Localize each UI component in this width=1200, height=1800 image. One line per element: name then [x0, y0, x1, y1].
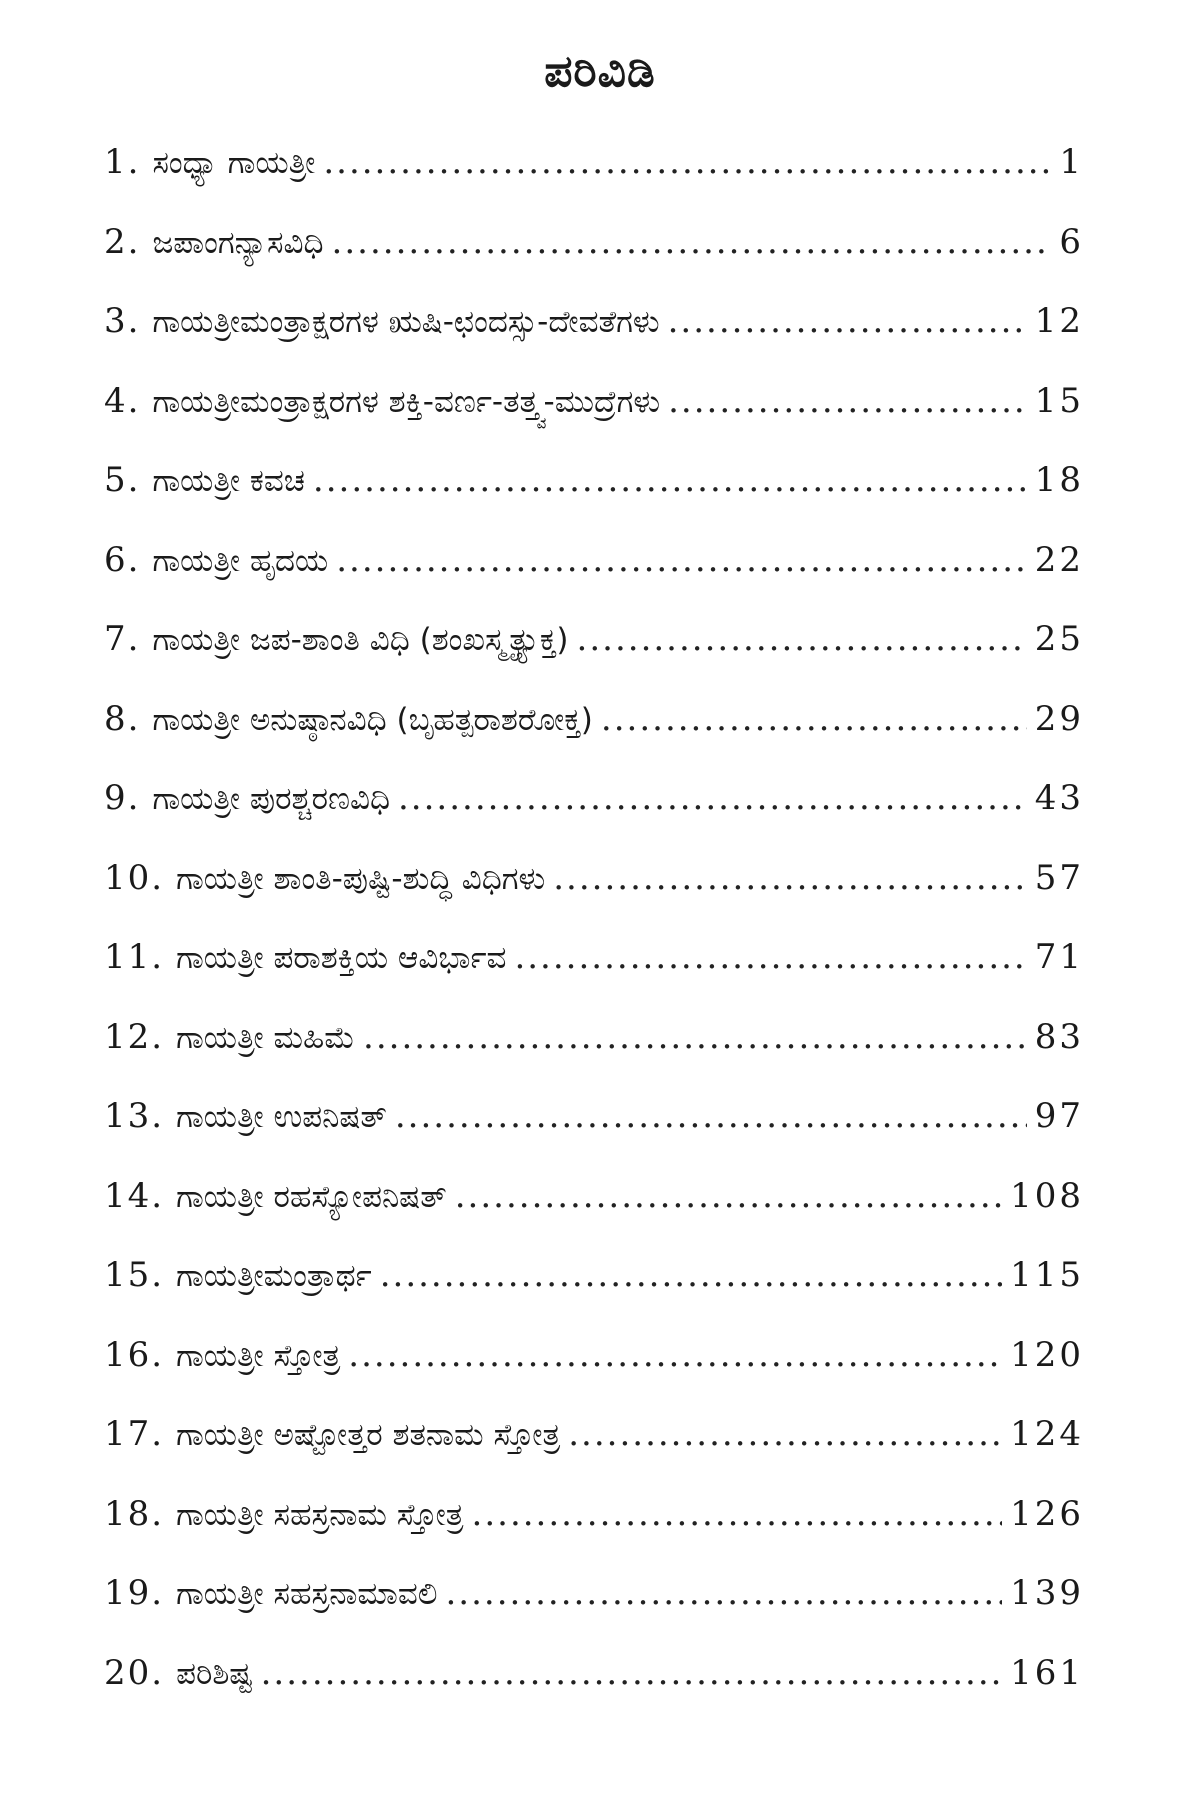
entry-number: 4. [104, 380, 141, 421]
dot-leader [472, 1497, 1003, 1531]
dot-leader [261, 1656, 1002, 1690]
dot-leader [332, 225, 1052, 259]
toc-entry [104, 539, 1084, 623]
entry-page-number: 12 [1034, 301, 1084, 341]
toc-entry [104, 1414, 1084, 1497]
entry-page-number: 18 [1034, 460, 1084, 500]
dot-leader [601, 702, 1027, 736]
entry-page-number: 22 [1034, 539, 1084, 580]
toc-entry [104, 619, 1084, 702]
toc-entry [104, 857, 1084, 941]
entry-page-number: 139 [1010, 1573, 1084, 1613]
dot-leader [398, 781, 1027, 815]
entry-title: ಗಾಯತ್ರೀ ಸಹಸ್ರನಾಮ ಸ್ತೋತ್ರ [176, 1496, 464, 1533]
toc-entry [104, 1175, 1084, 1259]
entry-title: ಗಾಯತ್ರೀ ರಹಸ್ಯೋಪನಿಷತ್ [176, 1178, 447, 1215]
toc-entry [104, 1255, 1084, 1338]
toc-entry [104, 1652, 1084, 1736]
toc-entry [104, 1334, 1084, 1418]
page-title: ಪರಿವಿಡಿ [544, 46, 656, 97]
entry-title: ಪರಿಶಿಷ್ಟ [176, 1655, 253, 1692]
toc-entry [104, 1493, 1084, 1577]
entry-number: 3. [104, 301, 141, 341]
entry-number: 11. [104, 937, 165, 977]
toc-entry [104, 301, 1084, 384]
entry-page-number: 126 [1010, 1493, 1084, 1534]
entry-page-number: 161 [1010, 1652, 1084, 1693]
entry-page-number: 108 [1010, 1175, 1084, 1216]
entry-number: 9. [104, 778, 141, 818]
entry-page-number: 25 [1034, 619, 1084, 659]
entry-page-number: 71 [1034, 937, 1084, 977]
entry-title: ಗಾಯತ್ರೀಮಂತ್ರಾರ್ಥ [176, 1258, 372, 1294]
entry-page-number: 115 [1010, 1255, 1084, 1295]
dot-leader [323, 145, 1051, 179]
toc-entry [104, 1573, 1084, 1656]
entry-title: ಗಾಯತ್ರೀ ಜಪ-ಶಾಂತಿ ವಿಧಿ (ಶಂಖಸ್ಮೃತ್ಯುಕ್ತ) [152, 622, 569, 658]
dot-leader [514, 940, 1026, 974]
entry-number: 15. [104, 1255, 165, 1295]
dot-leader [668, 384, 1027, 418]
toc-entry [104, 221, 1084, 305]
dot-leader [568, 1417, 1002, 1451]
entry-page-number: 97 [1034, 1096, 1084, 1136]
entry-number: 8. [104, 698, 141, 739]
entry-title: ಗಾಯತ್ರೀ ಪರಾಶಕ್ತಿಯ ಆವಿರ್ಭಾವ [176, 940, 507, 976]
entry-number: 20. [104, 1652, 165, 1693]
dot-leader [577, 622, 1027, 656]
toc-entry [104, 1016, 1084, 1100]
entry-number: 13. [104, 1096, 165, 1136]
toc-entry [104, 142, 1084, 225]
dot-leader [363, 1020, 1027, 1054]
entry-number: 12. [104, 1016, 165, 1057]
entry-number: 18. [104, 1493, 165, 1534]
dot-leader [380, 1258, 1002, 1292]
toc-entry [104, 460, 1084, 543]
entry-title: ಸಂಧ್ಯಾ ಗಾಯತ್ರೀ [152, 145, 316, 181]
entry-number: 17. [104, 1414, 165, 1454]
entry-title: ಗಾಯತ್ರೀ ಮಹಿಮೆ [176, 1019, 356, 1056]
entry-title: ಗಾಯತ್ರೀ ಸ್ತೋತ್ರ [176, 1337, 341, 1374]
entry-title: ಗಾಯತ್ರೀ ಅನುಷ್ಠಾನವಿಧಿ (ಬೃಹತ್ಪರಾಶರೋಕ್ತ) [152, 701, 593, 738]
entry-number: 14. [104, 1175, 165, 1216]
entry-page-number: 29 [1034, 698, 1084, 739]
dot-leader [348, 1338, 1002, 1372]
toc-entry [104, 1096, 1084, 1179]
table-of-contents [104, 142, 1084, 1735]
entry-number: 2. [104, 221, 141, 262]
dot-leader [553, 861, 1026, 895]
entry-title: ಗಾಯತ್ರೀಮಂತ್ರಾಕ್ಷರಗಳ ಋಷಿ-ಛಂದಸ್ಸು-ದೇವತೆಗಳು [152, 304, 660, 340]
entry-title: ಗಾಯತ್ರೀ ಸಹಸ್ರನಾಮಾವಲಿ [176, 1576, 438, 1612]
entry-page-number: 57 [1034, 857, 1084, 898]
entry-title: ಗಾಯತ್ರೀ ಅಷ್ಟೋತ್ತರ ಶತನಾಮ ಸ್ತೋತ್ರ [176, 1417, 561, 1453]
dot-leader [336, 543, 1027, 577]
entry-page-number: 83 [1034, 1016, 1084, 1057]
entry-number: 6. [104, 539, 141, 580]
entry-title: ಗಾಯತ್ರೀ ಉಪನಿಷತ್ [176, 1099, 387, 1135]
entry-number: 5. [104, 460, 141, 500]
entry-number: 19. [104, 1573, 165, 1613]
dot-leader [395, 1099, 1027, 1133]
dot-leader [455, 1179, 1002, 1213]
toc-entry [104, 778, 1084, 861]
toc-entry [104, 698, 1084, 782]
dot-leader [445, 1576, 1002, 1610]
entry-page-number: 120 [1010, 1334, 1084, 1375]
dot-leader [668, 304, 1027, 338]
entry-page-number: 43 [1034, 778, 1084, 818]
entry-page-number: 124 [1010, 1414, 1084, 1454]
entry-title: ಗಾಯತ್ರೀ ಕವಚ [152, 463, 305, 499]
entry-title: ಗಾಯತ್ರೀ ಹೃದಯ [152, 542, 329, 579]
entry-title: ಜಪಾಂಗನ್ಯಾಸವಿಧಿ [152, 224, 324, 261]
entry-number: 10. [104, 857, 165, 898]
entry-number: 16. [104, 1334, 165, 1375]
entry-page-number: 15 [1034, 380, 1084, 421]
entry-page-number: 6 [1059, 221, 1084, 262]
entry-page-number: 1 [1059, 142, 1084, 182]
entry-number: 7. [104, 619, 141, 659]
dot-leader [313, 463, 1027, 497]
entry-title: ಗಾಯತ್ರೀ ಶಾಂತಿ-ಪುಷ್ಟಿ-ಶುದ್ಧಿ ವಿಧಿಗಳು [176, 860, 546, 897]
toc-entry [104, 380, 1084, 464]
entry-number: 1. [104, 142, 141, 182]
entry-title: ಗಾಯತ್ರೀಮಂತ್ರಾಕ್ಷರಗಳ ಶಕ್ತಿ-ವರ್ಣ-ತತ್ತ್ವ-ಮುದ್ರೆಗಳು [152, 383, 661, 420]
toc-entry [104, 937, 1084, 1020]
entry-title: ಗಾಯತ್ರೀ ಪುರಶ್ಚರಣವಿಧಿ [152, 781, 390, 817]
